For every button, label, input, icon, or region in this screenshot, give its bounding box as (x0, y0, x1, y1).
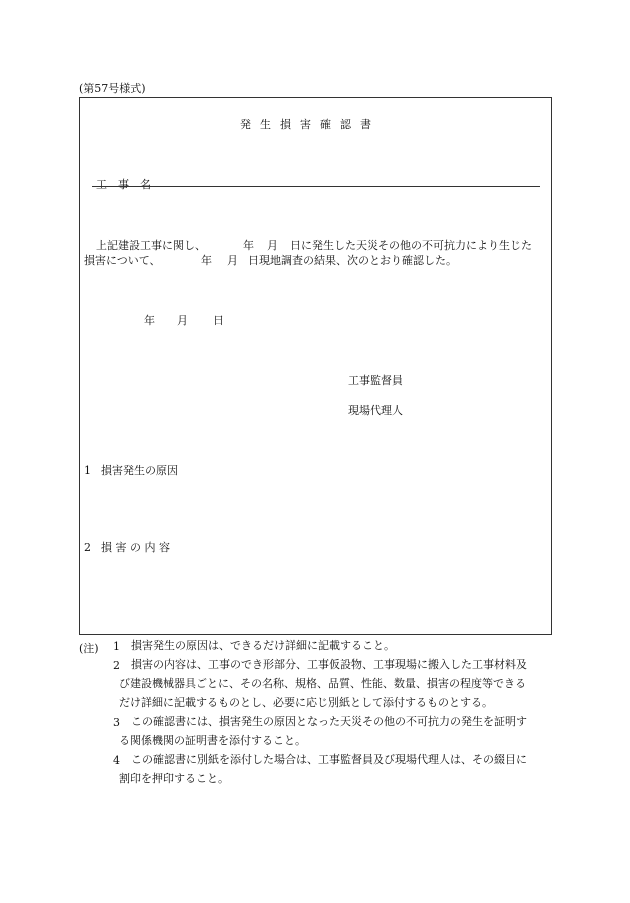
project-name-field[interactable] (92, 186, 540, 187)
note-line: 割印を押印すること。 (119, 772, 229, 785)
note-line: 損害の内容は、工事のでき形部分、工事仮設物、工事現場に搬入した工事材料及 (131, 658, 527, 671)
document-title: 発生損害確認書 (240, 118, 380, 131)
note-line: 損害発生の原因は、できるだけ詳細に記載すること。 (131, 639, 395, 652)
note-number: 1 (113, 640, 120, 653)
note-number: 3 (113, 716, 120, 729)
date-day: 日 (213, 314, 224, 327)
notes-prefix: (注) (79, 642, 99, 655)
date-month: 月 (177, 314, 188, 327)
section-cause (84, 462, 178, 478)
note-line: だけ詳細に記載するものとし、必要に応じ別紙として添付するものとする。 (119, 696, 493, 709)
statement-line2-part2: 日現地調査の結果、次のとおり確認した。 (248, 254, 457, 267)
statement-line1-part2: 日に発生した天災その他の不可抗力により生じた (290, 239, 532, 252)
statement-line2-month: 月 (227, 254, 238, 267)
date-year: 年 (144, 314, 155, 327)
form-number: (第57号様式) (79, 82, 146, 95)
note-line: この確認書に別紙を添付した場合は、工事監督員及び現場代理人は、その綴目に (131, 753, 527, 766)
section-number: 1 (84, 464, 91, 477)
statement-line1-month: 月 (267, 239, 278, 252)
note-line: この確認書には、損害発生の原因となった天災その他の不可抗力の発生を証明す (131, 715, 527, 728)
statement-line1-part1: 上記建設工事に関し、 (96, 239, 206, 252)
project-name-label: 工 事 名 (96, 178, 151, 191)
statement-line1-year: 年 (243, 239, 254, 252)
section-damage-content (84, 539, 170, 555)
section-label: 損害発生の原因 (101, 464, 178, 477)
note-number: 4 (113, 754, 120, 767)
note-line: る関係機関の証明書を添付すること。 (119, 734, 306, 747)
note-number: 2 (113, 659, 120, 672)
site-agent-label: 現場代理人 (348, 404, 403, 417)
statement-line2-year: 年 (201, 254, 212, 267)
section-label: 損 害 の 内 容 (101, 541, 170, 554)
supervisor-label: 工事監督員 (348, 374, 403, 387)
note-line: び建設機械器具ごとに、その名称、規格、品質、性能、数量、損害の程度等できる (119, 677, 526, 690)
statement-line2-part1: 損害について、 (84, 254, 161, 267)
section-number: 2 (84, 541, 91, 554)
